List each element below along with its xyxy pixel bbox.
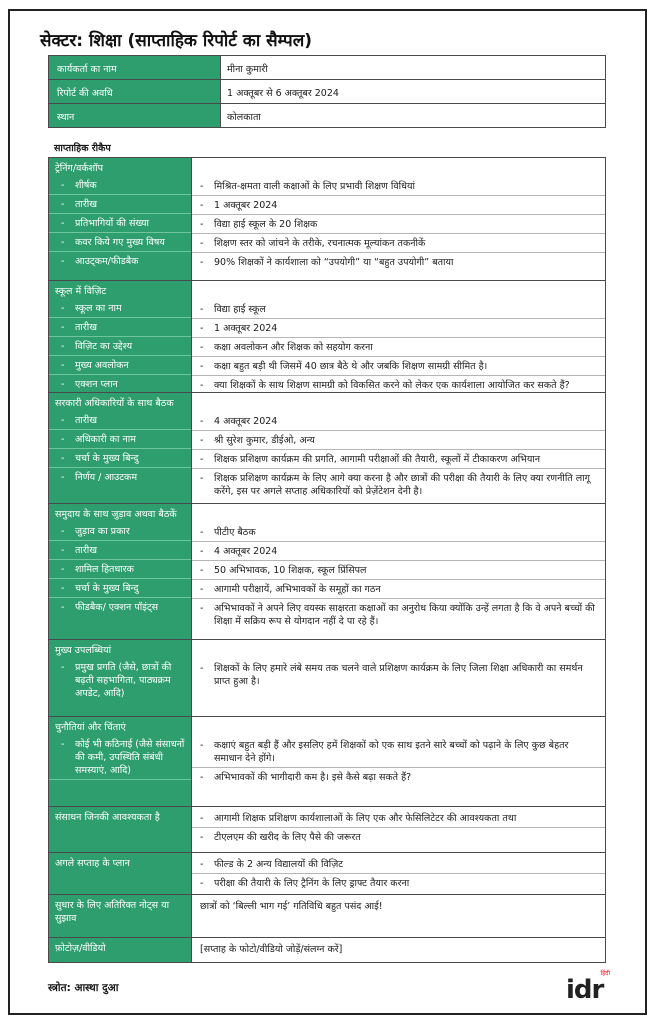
dash-marker: - bbox=[61, 662, 65, 673]
dash-marker: - bbox=[200, 454, 204, 465]
section-title: मुख्य उपलब्धियां bbox=[55, 645, 112, 656]
label-separator bbox=[49, 578, 191, 579]
section-labels bbox=[49, 504, 192, 640]
label-separator bbox=[49, 779, 191, 780]
sub-item-text: तारीख bbox=[75, 322, 97, 333]
sub-item-text: प्रमुख प्रगति (जैसे, छात्रों की बढ़ती सहभागिता, पाठ्यक्रम अपडेट, आदि) bbox=[75, 662, 172, 699]
info-label: रिपोर्ट की अवधि bbox=[49, 80, 221, 104]
recap-section-row bbox=[49, 158, 606, 281]
sub-item-value bbox=[200, 602, 599, 628]
simple-row-value bbox=[200, 831, 599, 844]
label-separator bbox=[49, 374, 191, 375]
section-values bbox=[192, 393, 606, 504]
recap-section-row bbox=[49, 393, 606, 504]
info-row bbox=[49, 80, 606, 104]
sub-item-value-text: 90% शिक्षकों ने कार्यशाला को “उपयोगी” या “बहुत उपयोगी” बताया bbox=[214, 257, 454, 268]
section-values bbox=[192, 504, 606, 640]
sub-item-value bbox=[200, 360, 599, 373]
simple-row-value-text: आगामी शिक्षक प्रशिक्षण कार्यशालाओं के लिए एक और फेसिलिटेटर की आवश्यकता तथा bbox=[214, 813, 517, 824]
sub-item-value-text: कक्षाएं बहुत बड़ी हैं और इसलिए हमें शिक्षकों को एक साथ इतने सारे बच्चों को पढ़ाने के लिए कुछ बेहतर समाधान देने होंगे। bbox=[214, 740, 569, 764]
label-separator bbox=[49, 355, 191, 356]
sub-item-label bbox=[55, 340, 187, 353]
dash-marker: - bbox=[200, 565, 204, 576]
label-separator bbox=[49, 232, 191, 233]
sub-item-label bbox=[55, 321, 187, 334]
sub-item-label bbox=[55, 217, 187, 230]
sub-item-value-text: विद्या हाई स्कूल bbox=[214, 304, 266, 315]
logo-hindi-label: हिंदी bbox=[600, 970, 610, 977]
recap-simple-row bbox=[49, 895, 606, 938]
sub-item-text: शीर्षक bbox=[75, 180, 97, 191]
sub-item-value-text: अभिभावकों ने अपने लिए वयस्क साक्षरता कक्षाओं का अनुरोध किया क्योंकि उन्हें लगता है कि वे अपने बच्चों की शिक्षा में सक्रिय रूप से योगदान नहीं दे पा रहे हैं। bbox=[214, 603, 595, 627]
sub-item-label bbox=[55, 359, 187, 372]
sub-item-value-text: श्री सुरेश कुमार, डीईओ, अन्य bbox=[214, 435, 315, 446]
dash-marker: - bbox=[61, 545, 65, 556]
section-labels bbox=[49, 393, 192, 504]
sub-item-label bbox=[55, 563, 187, 576]
sub-item-text: विज़िट का उद्देश्य bbox=[75, 341, 133, 352]
label-separator bbox=[49, 448, 191, 449]
sub-item-label bbox=[55, 452, 187, 465]
recap-section-row bbox=[49, 504, 606, 640]
sub-item-value-text: 4 अक्तूबर 2024 bbox=[214, 416, 278, 427]
dash-marker: - bbox=[61, 360, 65, 371]
sub-item-value-text: 50 अभिभावक, 10 शिक्षक, स्कूल प्रिंसिपल bbox=[214, 565, 367, 576]
sub-item-label bbox=[55, 433, 187, 446]
simple-row-title: सुधार के लिए अतिरिक्त नोट्स या सुझाव bbox=[55, 900, 170, 924]
sub-item-value bbox=[200, 180, 599, 193]
sub-item-label bbox=[55, 255, 187, 268]
sub-item-text: एक्शन प्लान bbox=[75, 379, 118, 390]
sub-item-text: जुड़ाव का प्रकार bbox=[75, 526, 130, 537]
sub-item-value bbox=[200, 564, 599, 577]
value-separator bbox=[192, 375, 605, 376]
simple-row-value-text: छात्रों को ‘बिल्ली भाग गई’ गतिविधि बहुत पसंद आई! bbox=[200, 901, 383, 912]
dash-marker: - bbox=[200, 257, 204, 268]
recap-simple-row bbox=[49, 938, 606, 963]
sub-item-value bbox=[200, 583, 599, 596]
sub-item-value bbox=[200, 415, 599, 428]
sub-item-text: फीडबैक/ एक्शन पॉइंट्स bbox=[75, 602, 159, 613]
dash-marker: - bbox=[61, 303, 65, 314]
sub-item-value-text: कक्षा बहुत बड़ी थी जिसमें 40 छात्र बैठे थे और जबकि शिक्षण सामग्री सीमित है। bbox=[214, 361, 488, 372]
sub-item-text: स्कूल का नाम bbox=[75, 303, 122, 314]
info-label: स्थान bbox=[49, 104, 221, 128]
dash-marker: - bbox=[61, 199, 65, 210]
value-separator bbox=[192, 337, 605, 338]
recap-simple-row bbox=[49, 807, 606, 853]
sub-item-text: तारीख bbox=[75, 545, 97, 556]
section-title-spacer bbox=[200, 722, 599, 735]
simple-row-title: अगले सप्ताह के प्लान bbox=[55, 858, 130, 869]
sub-item-text: चर्चा के मुख्य बिन्दु bbox=[75, 583, 139, 594]
value-separator bbox=[192, 252, 605, 253]
section-title: चुनौतियां और चिंताएं bbox=[55, 722, 126, 733]
value-separator bbox=[192, 827, 605, 828]
dash-marker: - bbox=[200, 832, 204, 843]
sub-item-value bbox=[200, 526, 599, 539]
sub-item-value bbox=[200, 434, 599, 447]
label-separator bbox=[49, 251, 191, 252]
simple-row-value-text: फील्ड के 2 अन्य विद्यालयों की विज़िट bbox=[214, 859, 344, 870]
dash-marker: - bbox=[200, 603, 204, 614]
info-row bbox=[49, 104, 606, 128]
section-values bbox=[192, 717, 606, 807]
sub-item-value-text: 1 अक्तूबर 2024 bbox=[214, 200, 278, 211]
dash-marker: - bbox=[61, 526, 65, 537]
dash-marker: - bbox=[200, 219, 204, 230]
dash-marker: - bbox=[200, 772, 204, 783]
simple-row-value bbox=[200, 858, 599, 871]
simple-row-values bbox=[192, 938, 606, 963]
sub-item-label bbox=[55, 179, 187, 192]
value-separator bbox=[192, 318, 605, 319]
dash-marker: - bbox=[200, 435, 204, 446]
dash-marker: - bbox=[61, 564, 65, 575]
sub-item-text: कोई भी कठिनाई (जैसे संसाधनों की कमी, उपस्थिति संबंधी समस्याएं, आदि) bbox=[75, 739, 185, 776]
sub-item-text: मुख्य अवलोकन bbox=[75, 360, 129, 371]
sub-item-value bbox=[200, 662, 599, 688]
label-separator bbox=[49, 467, 191, 468]
section-title-spacer bbox=[200, 286, 599, 299]
sub-item-value bbox=[200, 218, 599, 231]
label-separator bbox=[49, 540, 191, 541]
simple-row-values bbox=[192, 895, 606, 938]
sub-item-value bbox=[200, 379, 599, 392]
simple-row-value-text: टीएलएम की खरीद के लिए पैसे की जरूरत bbox=[214, 832, 361, 843]
info-label: कार्यकर्ता का नाम bbox=[49, 56, 221, 80]
section-labels bbox=[49, 158, 192, 281]
value-separator bbox=[192, 195, 605, 196]
simple-row-label bbox=[49, 853, 192, 895]
sub-item-value-text: शिक्षण स्तर को जांचने के तरीके, रचनात्मक मूल्यांकन तकनीकें bbox=[214, 238, 426, 249]
sub-item-value bbox=[200, 771, 599, 784]
value-separator bbox=[192, 214, 605, 215]
label-separator bbox=[49, 429, 191, 430]
dash-marker: - bbox=[200, 663, 204, 674]
section-labels bbox=[49, 717, 192, 807]
dash-marker: - bbox=[200, 813, 204, 824]
recap-section-row bbox=[49, 281, 606, 393]
section-values bbox=[192, 158, 606, 281]
dash-marker: - bbox=[61, 602, 65, 613]
value-separator bbox=[192, 430, 605, 431]
logo-mark: idr bbox=[566, 975, 604, 1005]
sub-item-value-text: शिक्षक प्रशिक्षण कार्यक्रम की प्रगति, आगामी परीक्षाओं की तैयारी, स्कूलों में टीकाकरण अभियान bbox=[214, 454, 541, 465]
dash-marker: - bbox=[200, 181, 204, 192]
dash-marker: - bbox=[200, 584, 204, 595]
recap-title: साप्ताहिक रीकैप bbox=[54, 143, 111, 154]
label-separator bbox=[49, 213, 191, 214]
sub-item-label bbox=[55, 236, 187, 249]
dash-marker: - bbox=[200, 380, 204, 391]
value-separator bbox=[192, 449, 605, 450]
dash-marker: - bbox=[200, 878, 204, 889]
section-title-spacer bbox=[200, 163, 599, 176]
dash-marker: - bbox=[61, 218, 65, 229]
dash-marker: - bbox=[200, 323, 204, 334]
recap-section-row bbox=[49, 717, 606, 807]
dash-marker: - bbox=[200, 859, 204, 870]
dash-marker: - bbox=[200, 740, 204, 751]
dash-marker: - bbox=[61, 256, 65, 267]
dash-marker: - bbox=[61, 472, 65, 483]
sub-item-value-text: 1 अक्तूबर 2024 bbox=[214, 323, 278, 334]
recap-table bbox=[48, 157, 606, 963]
dash-marker: - bbox=[61, 739, 65, 750]
section-values bbox=[192, 640, 606, 717]
info-value: 1 अक्तूबर से 6 अक्तूबर 2024 bbox=[221, 80, 606, 104]
sub-item-value-text: शिक्षक प्रशिक्षण कार्यक्रम के लिए आगे क्या करना है और छात्रों की परीक्षा की तैयारी के लिए क्या रणनीति लागू करेंगे, इस पर अगले सप्ताह अधिकारियों को प्रेज़ेंटेशन देनी है। bbox=[214, 473, 590, 497]
info-row bbox=[49, 56, 606, 80]
section-title-spacer bbox=[200, 509, 599, 522]
section-labels bbox=[49, 281, 192, 393]
sub-item-value bbox=[200, 303, 599, 316]
dash-marker: - bbox=[200, 416, 204, 427]
sub-item-text: निर्णय / आउटकम bbox=[75, 472, 138, 483]
dash-marker: - bbox=[200, 527, 204, 538]
sub-item-label bbox=[55, 378, 187, 391]
simple-row-title: फ़ोटोज़/वीडियो bbox=[55, 943, 106, 954]
value-separator bbox=[192, 598, 605, 599]
sub-item-value bbox=[200, 545, 599, 558]
sub-item-text: तारीख bbox=[75, 199, 97, 210]
value-separator bbox=[192, 579, 605, 580]
sub-item-value bbox=[200, 322, 599, 335]
sub-item-label bbox=[55, 198, 187, 211]
sub-item-text: प्रतिभागियों की संख्या bbox=[75, 218, 149, 229]
simple-row-label bbox=[49, 938, 192, 963]
dash-marker: - bbox=[61, 237, 65, 248]
sub-item-label bbox=[55, 525, 187, 538]
sub-item-label bbox=[55, 414, 187, 427]
dash-marker: - bbox=[200, 304, 204, 315]
sub-item-value bbox=[200, 199, 599, 212]
sub-item-value-text: कक्षा अवलोकन और शिक्षक को सहयोग करना bbox=[214, 342, 373, 353]
simple-row-value bbox=[200, 943, 599, 956]
value-separator bbox=[192, 233, 605, 234]
sub-item-text: चर्चा के मुख्य बिन्दु bbox=[75, 453, 139, 464]
value-separator bbox=[192, 767, 605, 768]
simple-row-values bbox=[192, 853, 606, 895]
sub-item-label bbox=[55, 738, 187, 777]
dash-marker: - bbox=[61, 415, 65, 426]
section-labels bbox=[49, 640, 192, 717]
sub-item-value-text: क्या शिक्षकों के साथ शिक्षण सामग्री को विकसित करने को लेकर एक कार्यशाला आयोजित कर सकते हैं? bbox=[214, 380, 570, 391]
label-separator bbox=[49, 597, 191, 598]
sub-item-label bbox=[55, 544, 187, 557]
sub-item-label bbox=[55, 661, 187, 700]
section-title-spacer bbox=[200, 645, 599, 658]
sub-item-label bbox=[55, 601, 187, 614]
sub-item-value bbox=[200, 237, 599, 250]
simple-row-label bbox=[49, 895, 192, 938]
sub-item-label bbox=[55, 471, 187, 484]
recap-simple-row bbox=[49, 853, 606, 895]
page-title: सेक्टर: शिक्षा (साप्ताहिक रिपोर्ट का सैम्पल) bbox=[40, 31, 313, 51]
info-value: कोलकाता bbox=[221, 104, 606, 128]
sub-item-value-text: शिक्षकों के लिए हमारे लंबे समय तक चलने वाले प्रशिक्षण कार्यक्रम के लिए जिला शिक्षा अधिकारी का समर्थन प्राप्त हुआ है। bbox=[214, 663, 583, 687]
simple-row-value bbox=[200, 877, 599, 890]
sub-item-value bbox=[200, 472, 599, 498]
dash-marker: - bbox=[61, 379, 65, 390]
simple-row-label bbox=[49, 807, 192, 853]
simple-row-value-text: [सप्ताह के फोटो/वीडियो जोड़ें/संलग्न करें] bbox=[200, 944, 343, 955]
dash-marker: - bbox=[61, 341, 65, 352]
simple-row-value-text: परीक्षा की तैयारी के लिए ट्रैनिंग के लिए ड्राफ्ट तैयार करना bbox=[214, 878, 410, 889]
value-separator bbox=[192, 356, 605, 357]
dash-marker: - bbox=[200, 238, 204, 249]
sub-item-value bbox=[200, 453, 599, 466]
label-separator bbox=[49, 194, 191, 195]
sub-item-label bbox=[55, 302, 187, 315]
dash-marker: - bbox=[61, 180, 65, 191]
sub-item-text: तारीख bbox=[75, 415, 97, 426]
dash-marker: - bbox=[61, 434, 65, 445]
dash-marker: - bbox=[200, 200, 204, 211]
dash-marker: - bbox=[61, 322, 65, 333]
dash-marker: - bbox=[200, 342, 204, 353]
simple-row-values bbox=[192, 807, 606, 853]
simple-row-title: संसाधन जिनकी आवश्यकता है bbox=[55, 812, 160, 823]
dash-marker: - bbox=[200, 546, 204, 557]
info-table bbox=[48, 55, 606, 128]
label-separator bbox=[49, 559, 191, 560]
info-value: मीना कुमारी bbox=[221, 56, 606, 80]
dash-marker: - bbox=[61, 453, 65, 464]
sub-item-value-text: अभिभावकों की भागीदारी कम है। इसे कैसे बढ़ा सकते हैं? bbox=[214, 772, 412, 783]
section-title: समुदाय के साथ जुड़ाव अथवा बैठकें bbox=[55, 509, 177, 520]
sub-item-value-text: पीटीए बैठक bbox=[214, 527, 256, 538]
sub-item-label bbox=[55, 582, 187, 595]
sub-item-value-text: मिश्रित-क्षमता वाली कक्षाओं के लिए प्रभावी शिक्षण विधियां bbox=[214, 181, 415, 192]
sub-item-text: शामिल हितधारक bbox=[75, 564, 134, 575]
sub-item-value-text: आगामी परीक्षायें, अभिभावकों के समूहों का गठन bbox=[214, 584, 381, 595]
sub-item-text: अधिकारी का नाम bbox=[75, 434, 136, 445]
sub-item-value bbox=[200, 341, 599, 354]
sub-item-text: आउट्कम/फीडबैक bbox=[75, 256, 139, 267]
dash-marker: - bbox=[61, 583, 65, 594]
simple-row-value bbox=[200, 900, 599, 913]
label-separator bbox=[49, 317, 191, 318]
label-separator bbox=[49, 336, 191, 337]
dash-marker: - bbox=[200, 473, 204, 484]
simple-row-value bbox=[200, 812, 599, 825]
section-title: ट्रेनिंग/वर्कशॉप bbox=[55, 163, 103, 174]
value-separator bbox=[192, 560, 605, 561]
recap-section-row bbox=[49, 640, 606, 717]
section-title: सरकारी अधिकारियों के साथ बैठक bbox=[55, 398, 174, 409]
section-title: स्कूल में विज़िट bbox=[55, 286, 107, 297]
value-separator bbox=[192, 541, 605, 542]
value-separator bbox=[192, 468, 605, 469]
value-separator bbox=[192, 873, 605, 874]
sub-item-value-text: 4 अक्तूबर 2024 bbox=[214, 546, 278, 557]
section-values bbox=[192, 281, 606, 393]
sub-item-value bbox=[200, 739, 599, 765]
sub-item-text: कवर किये गए मुख्य विषय bbox=[75, 237, 165, 248]
sub-item-value-text: विद्या हाई स्कूल के 20 शिक्षक bbox=[214, 219, 318, 230]
source-credit: स्त्रोत: आस्था दुआ bbox=[48, 982, 119, 994]
dash-marker: - bbox=[200, 361, 204, 372]
idr-logo bbox=[566, 970, 612, 1005]
sub-item-value bbox=[200, 256, 599, 269]
section-title-spacer bbox=[200, 398, 599, 411]
